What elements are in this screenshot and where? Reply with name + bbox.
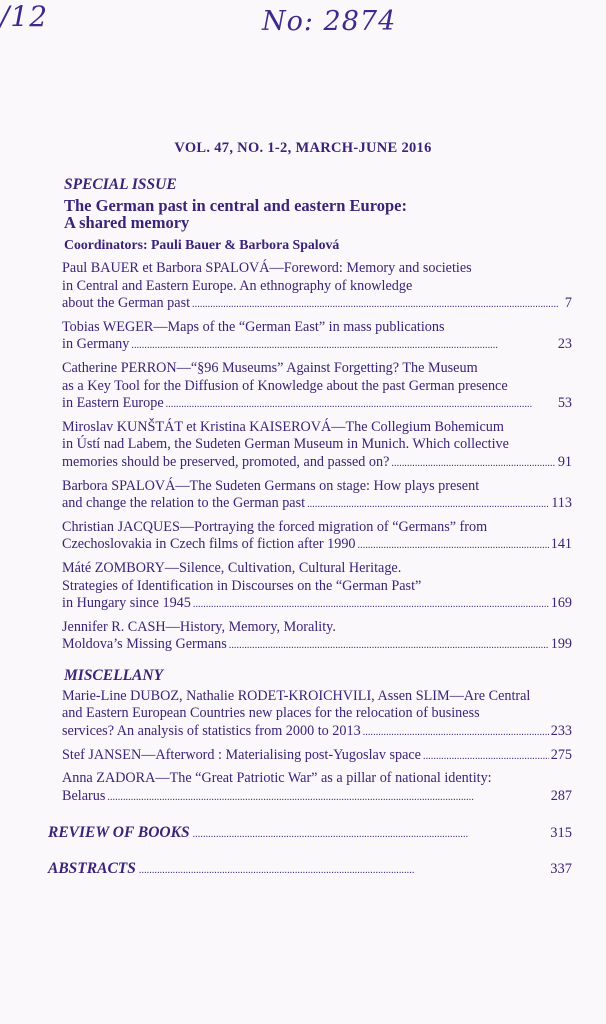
toc-entry[interactable] bbox=[62, 360, 572, 414]
toc-entry-text: Stef JANSEN—Afterword : Materialising post-Yugoslav space bbox=[62, 746, 421, 763]
toc-entry-line: Tobias WEGER—Maps of the “German East” in mass publications bbox=[62, 318, 445, 335]
table-of-contents bbox=[48, 176, 572, 878]
page-number: 113 bbox=[551, 495, 572, 512]
toc-entry-last-line bbox=[62, 336, 572, 355]
dot-leader bbox=[131, 336, 555, 355]
dot-leader bbox=[358, 536, 549, 555]
toc-entry[interactable] bbox=[62, 560, 572, 614]
toc-entry-text: Czechoslovakia in Czech films of fiction after 1990 bbox=[62, 536, 356, 553]
page-number: 287 bbox=[550, 787, 572, 804]
toc-entry-line: Miroslav KUNŠTÁT et Kristina KAISEROVÁ—The Collegium Bohemicum bbox=[62, 418, 504, 435]
toc-entry-last-line bbox=[62, 636, 572, 655]
toc-entry[interactable] bbox=[62, 478, 572, 514]
toc-entry-last-line bbox=[62, 395, 572, 414]
abstracts-label: ABSTRACTS bbox=[48, 860, 136, 878]
page-number: 53 bbox=[557, 395, 572, 412]
volume-heading: VOL. 47, NO. 1-2, MARCH-JUNE 2016 bbox=[174, 140, 432, 156]
toc-entry-last-line bbox=[62, 295, 572, 314]
special-issue-heading: SPECIAL ISSUE bbox=[64, 176, 177, 193]
page-number: 169 bbox=[550, 595, 572, 612]
handwritten-reference-number: No: 2874 bbox=[262, 6, 397, 37]
toc-entry[interactable] bbox=[62, 770, 572, 806]
dot-leader bbox=[192, 295, 563, 314]
issue-title bbox=[64, 197, 572, 231]
dot-leader bbox=[166, 395, 556, 414]
toc-entry-last-line bbox=[62, 788, 572, 807]
toc-entry-line: in Ústí nad Labem, the Sudeten German Museum in Munich. Which collective bbox=[62, 436, 509, 453]
toc-entry[interactable] bbox=[62, 519, 572, 555]
handwritten-corner-mark: /12 bbox=[0, 0, 49, 33]
toc-entry-line: Máté ZOMBORY—Silence, Cultivation, Cultural Heritage. bbox=[62, 559, 402, 576]
page-number: 141 bbox=[550, 536, 572, 553]
dot-leader bbox=[423, 747, 549, 766]
dot-leader bbox=[193, 595, 549, 614]
page-number: 199 bbox=[550, 636, 572, 653]
toc-entry-line: as a Key Tool for the Diffusion of Knowledge about the past German presence bbox=[62, 377, 508, 394]
dot-leader bbox=[391, 454, 555, 473]
toc-entry-text: and change the relation to the German past bbox=[62, 495, 306, 512]
toc-entry-text: about the German past bbox=[62, 295, 191, 312]
page-number: 275 bbox=[550, 746, 572, 763]
dot-leader bbox=[363, 723, 549, 742]
toc-entry-line: Anna ZADORA—The “Great Patriotic War” as a pillar of national identity: bbox=[62, 770, 492, 787]
toc-entry-text: Moldova’s Missing Germans bbox=[62, 636, 227, 653]
page-number: 233 bbox=[550, 723, 572, 740]
toc-entry-last-line bbox=[62, 536, 572, 555]
toc-entry-text: memories should be preserved, promoted, and passed on? bbox=[62, 453, 390, 470]
toc-entry-line: in Central and Eastern Europe. An ethnography of knowledge bbox=[62, 277, 413, 294]
page-number: 337 bbox=[550, 861, 572, 878]
toc-entry-last-line bbox=[62, 723, 572, 742]
dot-leader bbox=[229, 636, 549, 655]
toc-entry-text: Belarus bbox=[62, 787, 106, 804]
dot-leader bbox=[139, 860, 547, 878]
toc-entry-line: and Eastern European Countries new places for the relocation of business bbox=[62, 705, 480, 722]
toc-entry[interactable] bbox=[62, 747, 572, 766]
page-number: 7 bbox=[564, 295, 572, 312]
toc-entry-line: Strategies of Identification in Discourses on the “German Past” bbox=[62, 577, 422, 594]
page-number: 23 bbox=[557, 336, 572, 353]
toc-entry-text: in Hungary since 1945 bbox=[62, 595, 191, 612]
toc-entry-last-line bbox=[62, 454, 572, 473]
toc-entry-line: Marie-Line DUBOZ, Nathalie RODET-KROICHVILI, Assen SLIM—Are Central bbox=[62, 687, 531, 704]
toc-entry[interactable] bbox=[62, 319, 572, 355]
page-number: 91 bbox=[557, 453, 572, 470]
dot-leader bbox=[193, 824, 548, 842]
toc-entry-line: Christian JACQUES—Portraying the forced migration of “Germans” from bbox=[62, 518, 488, 535]
toc-entry-line: Paul BAUER et Barbora SPALOVÁ—Foreword: Memory and societies bbox=[62, 260, 472, 276]
coordinators: Coordinators: Pauli Bauer & Barbora Spalová bbox=[64, 237, 340, 252]
review-of-books-row[interactable] bbox=[48, 824, 572, 842]
issue-title-line: A shared memory bbox=[64, 213, 190, 232]
toc-entry-line: Barbora SPALOVÁ—The Sudeten Germans on stage: How plays present bbox=[62, 477, 480, 494]
toc-entry-last-line bbox=[62, 747, 572, 766]
toc-entry[interactable] bbox=[62, 619, 572, 655]
toc-entry-last-line bbox=[62, 595, 572, 614]
toc-entry[interactable] bbox=[62, 419, 572, 473]
special-issue-entries bbox=[60, 260, 572, 655]
dot-leader bbox=[307, 495, 549, 514]
dot-leader bbox=[107, 788, 548, 807]
issue-title-line: The German past in central and eastern Europe: bbox=[64, 196, 407, 215]
abstracts-row[interactable] bbox=[48, 860, 572, 878]
toc-entry[interactable] bbox=[62, 260, 572, 314]
toc-entry-line: Catherine PERRON—“§96 Museums” Against Forgetting? The Museum bbox=[62, 359, 478, 376]
page-number: 315 bbox=[550, 825, 572, 842]
toc-entry-text: in Eastern Europe bbox=[62, 395, 164, 412]
toc-entry-text: in Germany bbox=[62, 336, 130, 353]
toc-entry-text: services? An analysis of statistics from 2000 to 2013 bbox=[62, 723, 361, 740]
review-of-books-label: REVIEW OF BOOKS bbox=[48, 824, 190, 842]
toc-entry-last-line bbox=[62, 495, 572, 514]
miscellany-heading: MISCELLANY bbox=[64, 666, 164, 684]
miscellany-entries bbox=[60, 688, 572, 807]
toc-entry[interactable] bbox=[62, 688, 572, 742]
toc-entry-line: Jennifer R. CASH—History, Memory, Morality. bbox=[62, 618, 336, 635]
